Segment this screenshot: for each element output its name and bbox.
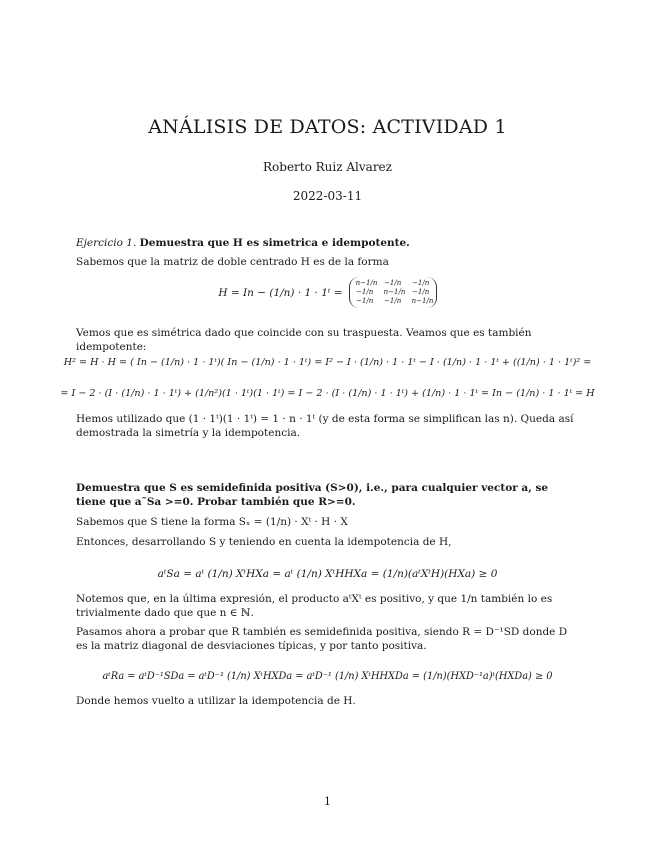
s-note: Notemos que, en la última expresión, el producto aᵗXᵗ es positivo, y que 1/n también lo es trivialmente dado que que n ∈ ℕ. bbox=[76, 593, 553, 619]
matrix-cell: −1/n bbox=[356, 288, 374, 296]
exercise-1-conclusion: Hemos utilizado que (1 · 1ᵗ)(1 · 1ᵗ) = 1 · n · 1ᵗ (y de esta forma se simplifican las n). Queda así demostrada la simetría y la idempotencia. bbox=[76, 413, 574, 439]
matrix-row bbox=[356, 297, 434, 306]
exercise-2-statement-text: Demuestra que S es semidefinida positiva (S>0), i.e., para cualquier vector a, se tiene que a˜Sa >=0. Probar también que R>=0. bbox=[76, 482, 549, 508]
matrix-cell: −1/n bbox=[384, 279, 402, 287]
matrix-cell: −1/n bbox=[356, 297, 374, 305]
symmetry-text: Vemos que es simétrica dado que coincide con su traspuesta. Veamos que es también idempotente: bbox=[76, 327, 532, 353]
matrix-row bbox=[356, 279, 430, 288]
matrix-cell: n−1/n bbox=[355, 279, 378, 287]
exercise-2-statement bbox=[76, 481, 578, 509]
exercise-1-heading bbox=[76, 236, 578, 250]
document-date: 2022-03-11 bbox=[292, 189, 363, 203]
exercise-1-intro: Sabemos que la matriz de doble centrado H es de la forma bbox=[76, 256, 389, 268]
development-text: Entonces, desarrollando S y teniendo en cuenta la idempotencia de H, bbox=[76, 536, 452, 548]
author-name: Roberto Ruiz Alvarez bbox=[263, 160, 392, 174]
s-form-text: Sabemos que S tiene la forma Sₓ = (1/n) · Xᵗ · H · X bbox=[76, 516, 348, 528]
idempotence-equation-line-2: = I − 2 · (I · (1/n) · 1 · 1ᵗ) + (1/n²)(1 · 1ᵗ)(1 · 1ᵗ) = I − 2 · (I · (1/n) · 1 · 1ᵗ) + (1/n) · 1 · 1ᵗ = In − (1/n) · 1 · 1ᵗ = H bbox=[60, 388, 595, 399]
matrix-row bbox=[356, 288, 430, 297]
exercise-label: Ejercicio 1. bbox=[76, 237, 137, 249]
idempotence-equation-line-1: H² = H · H = ( In − (1/n) · 1 · 1ᵗ)( In − (1/n) · 1 · 1ᵗ) = I² − I · (1/n) · 1 · 1ᵗ − I · (1/n) · 1 · 1ᵗ + ((1/n) · 1 · 1ᵗ)² = bbox=[63, 357, 592, 368]
final-remark: Donde hemos vuelto a utilizar la idempotencia de H. bbox=[76, 695, 356, 707]
matrix-cell: −1/n bbox=[412, 288, 430, 296]
matrix-cell: n−1/n bbox=[383, 288, 406, 296]
s-positive-equation: aᵗSa = aᵗ (1/n) XᵗHXa = aᵗ (1/n) XᵗHHXa = (1/n)(aᵗXᵗH)(HXa) ≥ 0 bbox=[157, 568, 498, 580]
matrix-cell: −1/n bbox=[412, 279, 430, 287]
h-definition-equation bbox=[0, 277, 655, 308]
r-positive-equation: aᵗRa = aᵗD⁻¹SDa = aᵗD⁻¹ (1/n) XᵗHXDa = aᵗD⁻¹ (1/n) XᵗHHXDa = (1/n)(HXD⁻¹a)ᵗ(HXDa) ≥ 0 bbox=[102, 671, 553, 682]
matrix-cell: −1/n bbox=[384, 297, 402, 305]
page-number: 1 bbox=[324, 795, 331, 808]
h-equation-text: H = In − (1/n) · 1 · 1ᵗ = bbox=[218, 286, 343, 299]
exercise-1-statement: Demuestra que H es simetrica e idempotente. bbox=[139, 237, 410, 249]
document-title: ANÁLISIS DE DATOS: ACTIVIDAD 1 bbox=[148, 116, 507, 138]
matrix-cell: n−1/n bbox=[411, 297, 434, 305]
r-intro-text: Pasamos ahora a probar que R también es semidefinida positiva, siendo R = D⁻¹SD donde D es la matriz diagonal de desviaciones típicas, y por tanto positiva. bbox=[76, 626, 568, 652]
h-matrix bbox=[349, 277, 437, 308]
